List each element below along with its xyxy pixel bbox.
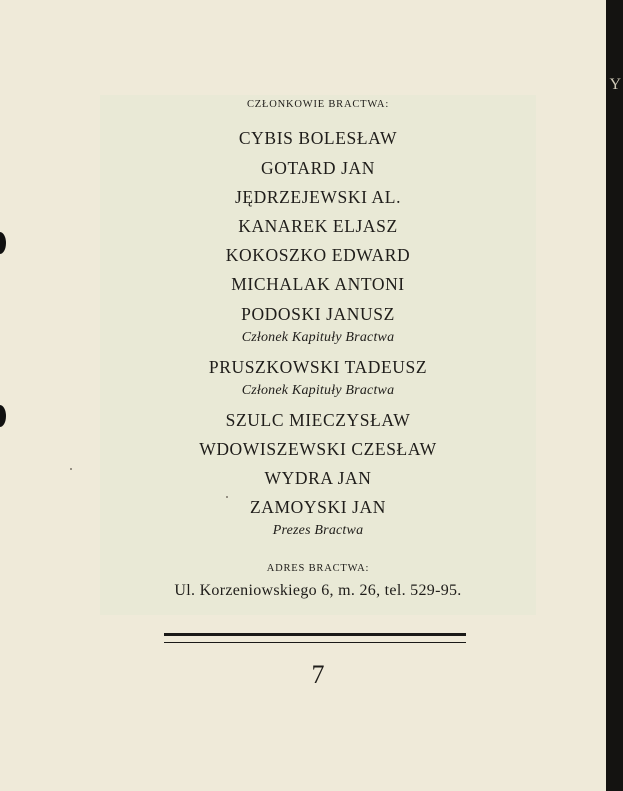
paper-speck xyxy=(226,496,228,498)
address-text: Ul. Korzeniowskiego 6, m. 26, tel. 529-95. xyxy=(174,582,462,599)
divider-rule xyxy=(164,642,466,643)
address-heading: ADRES BRACTWA: xyxy=(266,563,370,574)
member-name: PRUSZKOWSKI TADEUSZ xyxy=(208,357,428,377)
member-name: JĘDRZEJEWSKI AL. xyxy=(234,187,402,207)
member-name: CYBIS BOLESŁAW xyxy=(238,128,398,148)
member-name: PODOSKI JANUSZ xyxy=(241,304,395,324)
edge-text: Y xyxy=(609,76,621,93)
page-number: 7 xyxy=(311,660,325,689)
member-role: Członek Kapituły Bractwa xyxy=(241,383,395,398)
member-name: SZULC MIECZYSŁAW xyxy=(225,410,411,430)
member-name: KANAREK ELJASZ xyxy=(238,216,398,236)
member-name: ZAMOYSKI JAN xyxy=(249,497,387,517)
member-name: GOTARD JAN xyxy=(261,158,375,178)
members-heading: CZŁONKOWIE BRACTWA: xyxy=(246,99,390,110)
member-role: Prezes Bractwa xyxy=(272,523,364,538)
divider-rule xyxy=(164,633,466,636)
member-name: KOKOSZKO EDWARD xyxy=(225,245,411,265)
member-name: MICHALAK ANTONI xyxy=(231,274,405,294)
paper-speck xyxy=(70,468,72,470)
member-role: Członek Kapituły Bractwa xyxy=(241,330,395,345)
member-name: WDOWISZEWSKI CZESŁAW xyxy=(199,439,437,459)
adjacent-page-edge xyxy=(606,0,623,791)
member-name: WYDRA JAN xyxy=(264,468,372,488)
